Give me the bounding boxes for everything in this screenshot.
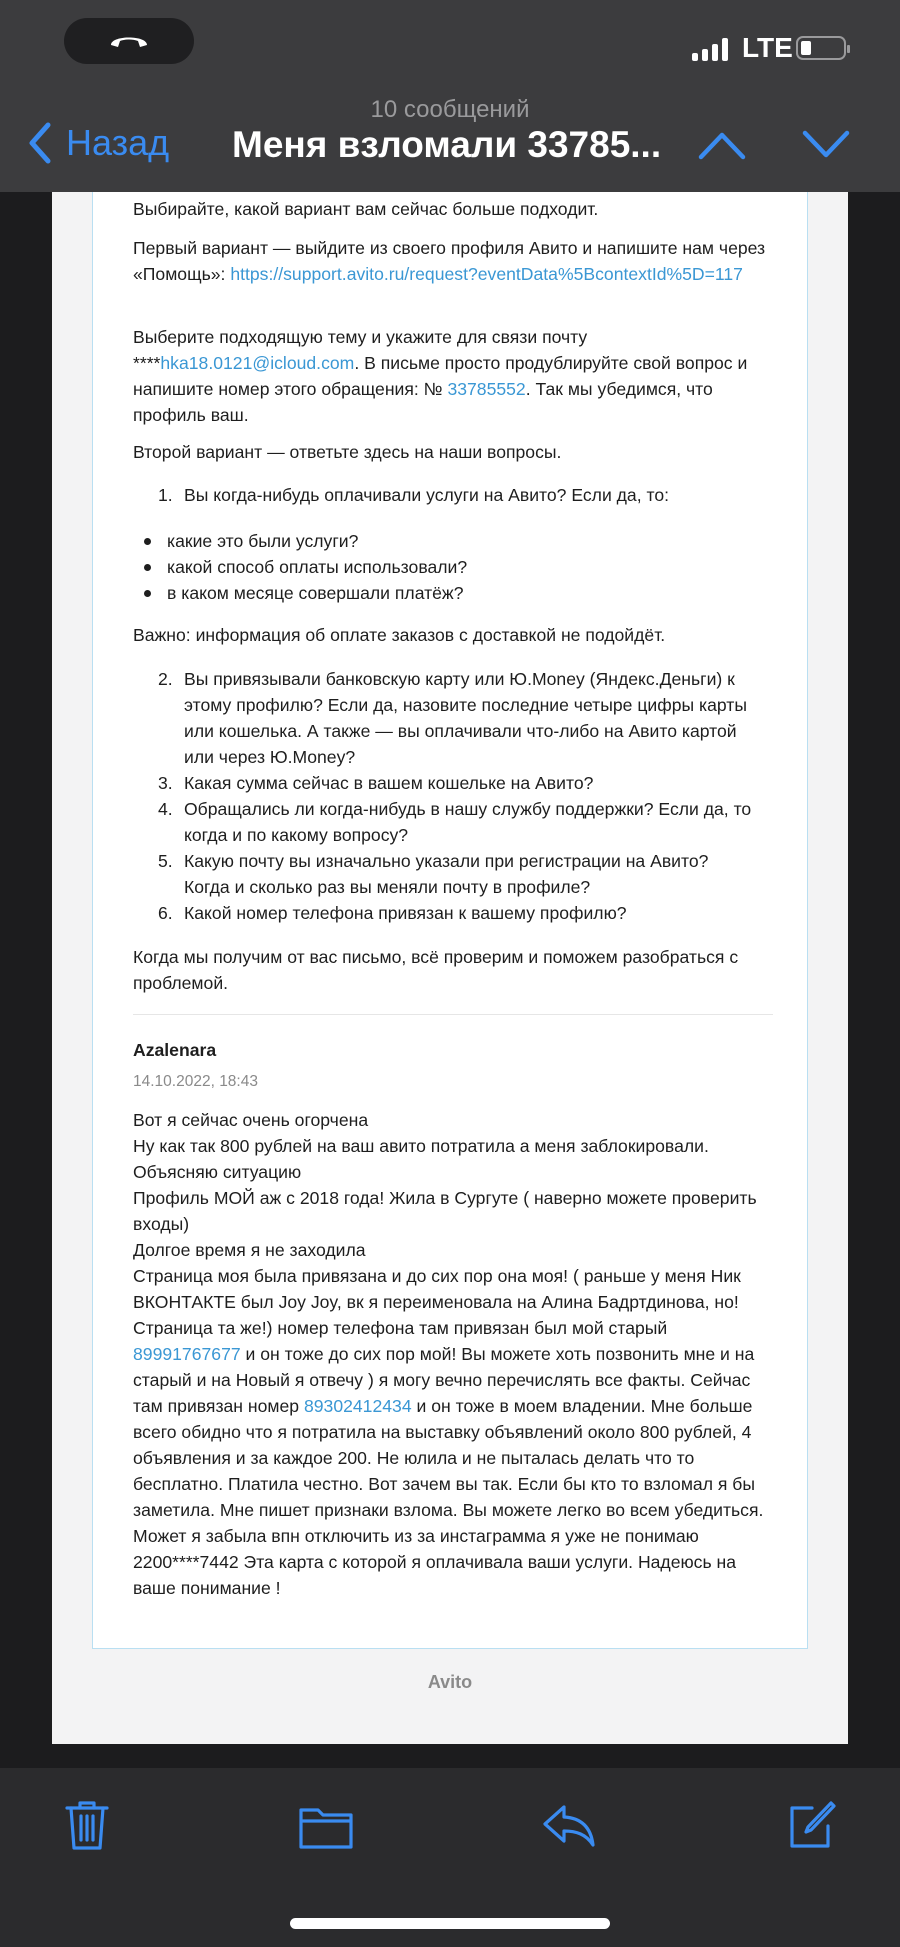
intro-text: Выбирайте, какой вариант вам сейчас больше подходит.	[133, 199, 599, 219]
back-button[interactable]	[28, 122, 169, 164]
active-call-pill[interactable]	[64, 18, 194, 64]
phone-link[interactable]: 89302412434	[303, 1396, 412, 1416]
chevron-down-icon	[802, 130, 850, 160]
list-item: в каком месяце совершали платёж?	[133, 580, 773, 606]
list-item: какие это были услуги?	[133, 528, 773, 554]
navigation-bar	[0, 90, 900, 192]
compose-button[interactable]	[788, 1800, 836, 1855]
question-list	[133, 666, 753, 926]
author-name: Azalenara	[133, 1040, 217, 1060]
list-item: какой способ оплаты использовали?	[133, 554, 773, 580]
home-indicator[interactable]	[290, 1918, 610, 1929]
network-type: LTE	[742, 32, 793, 63]
option2-text: Второй вариант — ответьте здесь на наши вопросы.	[133, 442, 562, 462]
delete-button[interactable]	[64, 1798, 110, 1857]
contact-email-link[interactable]: hka18.0121@icloud.com	[160, 353, 355, 373]
chevron-left-icon	[28, 122, 52, 164]
signal-strength-icon	[692, 36, 728, 61]
payment-questions-list	[133, 528, 773, 606]
previous-message-button[interactable]	[698, 130, 746, 165]
sender-brand-footer: Avito	[427, 1672, 473, 1692]
message-date: 14.10.2022, 18:43	[133, 1073, 258, 1090]
status-bar	[0, 0, 900, 90]
message-card	[92, 192, 808, 1649]
important-note: Важно: информация об оплате заказов с доставкой не подойдёт.	[133, 625, 666, 645]
thread-title: Меня взломали 33785...	[232, 124, 662, 165]
battery-icon	[796, 36, 846, 60]
ticket-number-link[interactable]: 33785552	[447, 379, 526, 399]
question-item: 3. Какая сумма сейчас в вашем кошельке на Авито?	[158, 773, 594, 793]
support-request-link[interactable]: https://support.avito.ru/request?eventData%5BcontextId%5D=117	[230, 264, 743, 284]
question-item: 6. Какой номер телефона привязан к вашему профилю?	[158, 903, 627, 923]
folder-icon	[298, 1804, 354, 1850]
question-item: 1. Вы когда-нибудь оплачивали услуги на Авито? Если да, то:	[158, 485, 670, 505]
question-item: 4. Обращались ли когда-нибудь в нашу службу поддержки? Если да, то когда и по какому вопросу?	[158, 799, 752, 845]
phone-icon	[107, 31, 151, 51]
trash-icon	[64, 1798, 110, 1852]
move-to-folder-button[interactable]	[298, 1804, 354, 1855]
message-divider	[133, 1014, 773, 1015]
closing-text: Когда мы получим от вас письмо, всё проверим и поможем разобраться с проблемой.	[133, 947, 739, 993]
question-item: 5. Какую почту вы изначально указали при регистрации на Авито? Когда и сколько раз вы меняли почту в профиле?	[158, 851, 709, 897]
back-label: Назад	[66, 122, 170, 163]
contact-text: Выберите подходящую тему и укажите для связи почту ****hka18.0121@icloud.com. В письме просто продублируйте свой вопрос и напишите номер этого обращения: № 33785552. Так мы убедимся, что профиль ваш.	[133, 327, 748, 425]
chevron-up-icon	[698, 130, 746, 160]
reply-icon	[542, 1804, 596, 1848]
question-list-first	[133, 482, 773, 508]
phone-link[interactable]: 89991767677	[133, 1344, 241, 1364]
user-message-text: Вот я сейчас очень огорчена Ну как так 800 рублей на ваш авито потратила а меня заблокировали. Объясняю ситуацию Профиль МОЙ аж с 2018 года! Жила в Сургуте ( наверно можете проверить входы) Долгое время я не заходила Страница моя была привязана и до сих пор она моя! ( раньше у меня Ник ВКОНТАКТЕ был Joy Joy, вк я переименовала на Алина Бадртдинова, но! Страница та же!) номер телефона там привязан был мой старый 89991767677 и он тоже до сих пор мой! Вы можете хоть позвонить мне и на старый и на Новый я отвечу ) я могу вечно перечислять все факты. Сейчас там привязан номер 89302412434 и он тоже в моем владении. Мне больше всего обидно что я потратила на выставку объявлений около 800 рублей, 4 объявления и за каждое 200. Не юлила и не пыталась делать что то бесплатно. Платила честно. Вот зачем вы так. Если бы кто то взломал я бы заметила. Мне пишет признаки взлома. Вы можете легко во всем убедиться. Может я забыла впн отключить из за инстаграмма я уже не понимаю 2200****7442 Эта карта с которой я оплачивала ваши услуги. Надеюсь на ваше понимание !	[133, 1110, 764, 1598]
question-item: 2. Вы привязывали банковскую карту или Ю.Money (Яндекс.Деньги) к этому профилю? Если да, назовите последние четыре цифры карты или кошелька. А также — вы оплачивали что-либо на Авито картой или через Ю.Money?	[158, 669, 748, 767]
message-count: 10 сообщений	[370, 96, 530, 123]
option1-text: Первый вариант — выйдите из своего профиля Авито и напишите нам через «Помощь»: https://support.avito.ru/request?eventData%5BcontextId%5D=117	[133, 238, 766, 284]
compose-icon	[788, 1800, 836, 1850]
next-message-button[interactable]	[802, 130, 850, 165]
message-sheet	[52, 192, 848, 1744]
reply-button[interactable]	[542, 1804, 596, 1853]
